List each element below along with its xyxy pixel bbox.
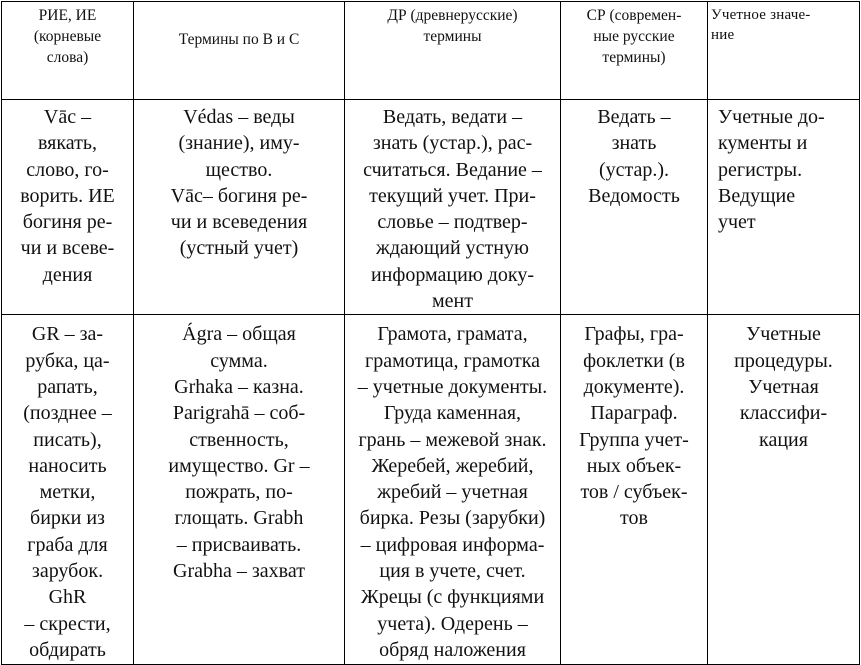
header-cell-modern-russian-terms: СР (современ- ные русские термины) — [561, 2, 708, 100]
header-cell-accounting-meaning: Учетное значе- ние — [708, 2, 860, 100]
table-cell: Графы, гра- фоклетки (в документе). Параграф. Группа учет- ных объек- тов / субъек- тов — [561, 315, 708, 665]
table-cell: Ведать, ведати – знать (устар.), рас- считаться. Ведание – текущий учет. При- словье – подтвер- ждающий устную информацию доку- мент — [345, 100, 561, 315]
table-cell: Грамота, грамата, грамотица, грамотка – учетные документы. Груда каменная, грань – межевой знак. Жеребей, жеребий, жребий – учетная бирка. Резы (зарубки) – цифровая информа- ция в учете, счет. Жрецы (с функциями учета). Одерень – обряд наложения — [345, 315, 561, 665]
header-cell-old-russian-terms: ДР (древнерусские) термины — [345, 2, 561, 100]
table-cell: Vāc – вякать, слово, го- ворить. ИЕ богиня ре- чи и всеве- дения — [2, 100, 134, 315]
table-cell: Védas – веды (знание), иму- щество. Vāc– богиня ре- чи и всеведения (устный учет) — [134, 100, 345, 315]
table-cell: Учетные до- кументы и регистры. Ведущие учет — [708, 100, 860, 315]
table-cell: Учетные процедуры. Учетная классифи- кация — [708, 315, 860, 665]
table-header-row — [2, 2, 860, 100]
header-cell-v-and-s-terms: Термины по В и С — [134, 2, 345, 100]
table-row — [2, 100, 860, 315]
table-cell: GR – за- рубка, ца- рапать, (позднее – писать), наносить метки, бирки из граба для зарубок. GhR – скрести, обдирать — [2, 315, 134, 665]
header-cell-pie-roots: РИЕ, ИЕ (корневые слова) — [2, 2, 134, 100]
table-cell: Ведать – знать (устар.). Ведомость — [561, 100, 708, 315]
table-cell: Ágra – общая сумма. Grhaka – казна. Parigrahā – соб- ственность, имущество. Gr – пожрать, по- глощать. Grabh – присваивать. Grabha – захват — [134, 315, 345, 665]
table-row — [2, 315, 860, 665]
terminology-table — [1, 1, 860, 665]
